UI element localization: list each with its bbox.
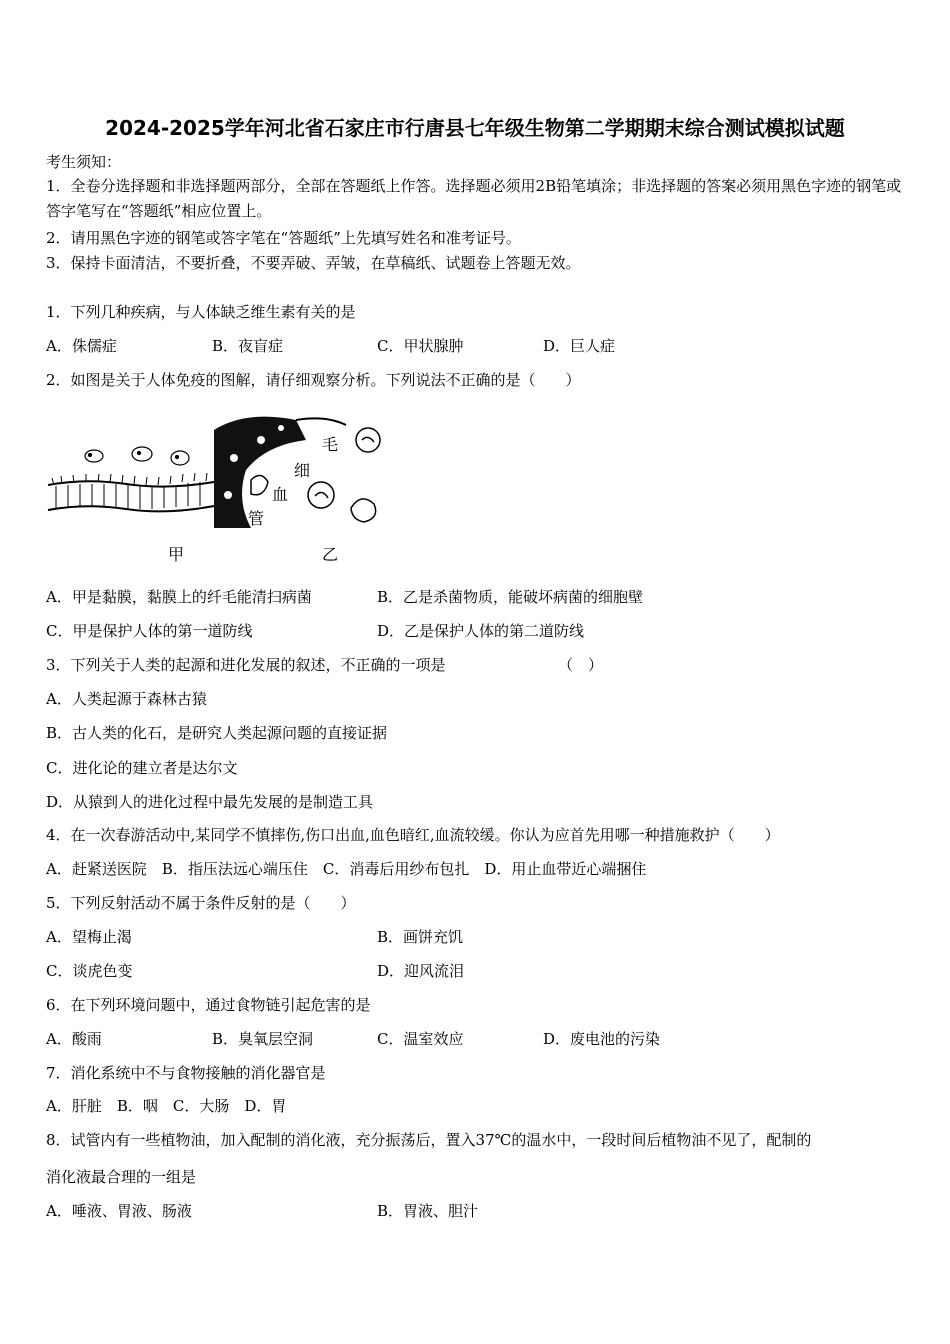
q5-option-b: B．画饼充饥	[377, 928, 464, 946]
q6-stem: 6．在下列环境问题中，通过食物链引起危害的是	[46, 996, 371, 1014]
q6-option-a: A．酸雨	[46, 1030, 102, 1048]
notice-item-3: 3．保持卡面清洁，不要折叠，不要弄破、弄皱，在草稿纸、试题卷上答题无效。	[46, 254, 581, 272]
q8-stem-line1: 8．试管内有一些植物油，加入配制的消化液，充分振荡后，置入37℃的温水中，一段时间后植物油不见了，配制的	[46, 1131, 812, 1149]
immunity-figure	[46, 410, 391, 570]
notice-item-2: 2．请用黑色字迹的钢笔或答字笔在“答题纸”上先填写姓名和准考证号。	[46, 229, 521, 247]
q3-option-d: D．从猿到人的进化过程中最先发展的是制造工具	[46, 793, 374, 811]
q1-stem: 1．下列几种疾病，与人体缺乏维生素有关的是	[46, 303, 356, 321]
q4-options: A．赶紧送医院 B．指压法远心端压住 C．消毒后用纱布包扎 D．用止血带近心端捆住	[46, 860, 647, 878]
q1-option-a: A．侏儒症	[46, 337, 117, 355]
q5-option-d: D．迎风流泪	[377, 962, 465, 980]
q8-option-a: A．唾液、胃液、肠液	[46, 1202, 192, 1220]
q5-option-a: A．望梅止渴	[46, 928, 132, 946]
q6-option-c: C．温室效应	[377, 1030, 464, 1048]
immunity-diagram	[46, 410, 391, 540]
q2-option-d: D．乙是保护人体的第二道防线	[377, 622, 585, 640]
q8-option-b: B．胃液、胆汁	[377, 1202, 479, 1220]
q1-option-c: C．甲状腺肿	[377, 337, 464, 355]
q1-option-b: B．夜盲症	[212, 337, 284, 355]
q2-stem: 2．如图是关于人体免疫的图解，请仔细观察分析。下列说法不正确的是（ ）	[46, 371, 581, 389]
q8-stem-line2: 消化液最合理的一组是	[46, 1168, 197, 1186]
q7-options: A．肝脏 B．咽 C．大肠 D．胃	[46, 1097, 287, 1115]
q3-stem: 3．下列关于人类的起源和进化发展的叙述，不正确的一项是	[46, 656, 446, 674]
q2-option-b: B．乙是杀菌物质，能破坏病菌的细胞壁	[377, 588, 644, 606]
q4-stem: 4．在一次春游活动中,某同学不慎摔伤,伤口出血,血色暗红,血流较缓。你认为应首先用哪一种措施救护（ ）	[46, 826, 780, 844]
q5-stem: 5．下列反射活动不属于条件反射的是（ ）	[46, 894, 356, 912]
fig-label-xue: 血	[272, 485, 289, 504]
page-title: 2024-2025学年河北省石家庄市行唐县七年级生物第二学期期末综合测试模拟试题	[105, 116, 845, 140]
q3-option-c: C．进化论的建立者是达尔文	[46, 759, 238, 777]
fig-label-jia: 甲	[168, 545, 185, 564]
q3-option-b: B．古人类的化石，是研究人类起源问题的直接证据	[46, 724, 388, 742]
q7-stem: 7．消化系统中不与食物接触的消化器官是	[46, 1064, 326, 1082]
q3-paren: （ ）	[558, 656, 604, 674]
q2-option-c: C．甲是保护人体的第一道防线	[46, 622, 253, 640]
fig-label-mao: 毛	[322, 435, 339, 454]
q6-option-b: B．臭氧层空洞	[212, 1030, 314, 1048]
fig-label-guan: 管	[248, 509, 265, 528]
notice-item-1: 1．全卷分选择题和非选择题两部分，全部在答题纸上作答。选择题必须用2B铅笔填涂；非选择题的答案必须用黑色字迹的钢笔或答字笔写在“答题纸”相应位置上。	[46, 177, 902, 220]
fig-label-yi: 乙	[322, 545, 339, 564]
q1-option-d: D．巨人症	[543, 337, 616, 355]
q2-option-a: A．甲是黏膜，黏膜上的纤毛能清扫病菌	[46, 588, 312, 606]
fig-label-xi: 细	[294, 461, 311, 480]
q5-option-c: C．谈虎色变	[46, 962, 133, 980]
notice-heading: 考生须知：	[46, 153, 122, 171]
q6-option-d: D．废电池的污染	[543, 1030, 661, 1048]
q3-option-a: A．人类起源于森林古猿	[46, 690, 207, 708]
